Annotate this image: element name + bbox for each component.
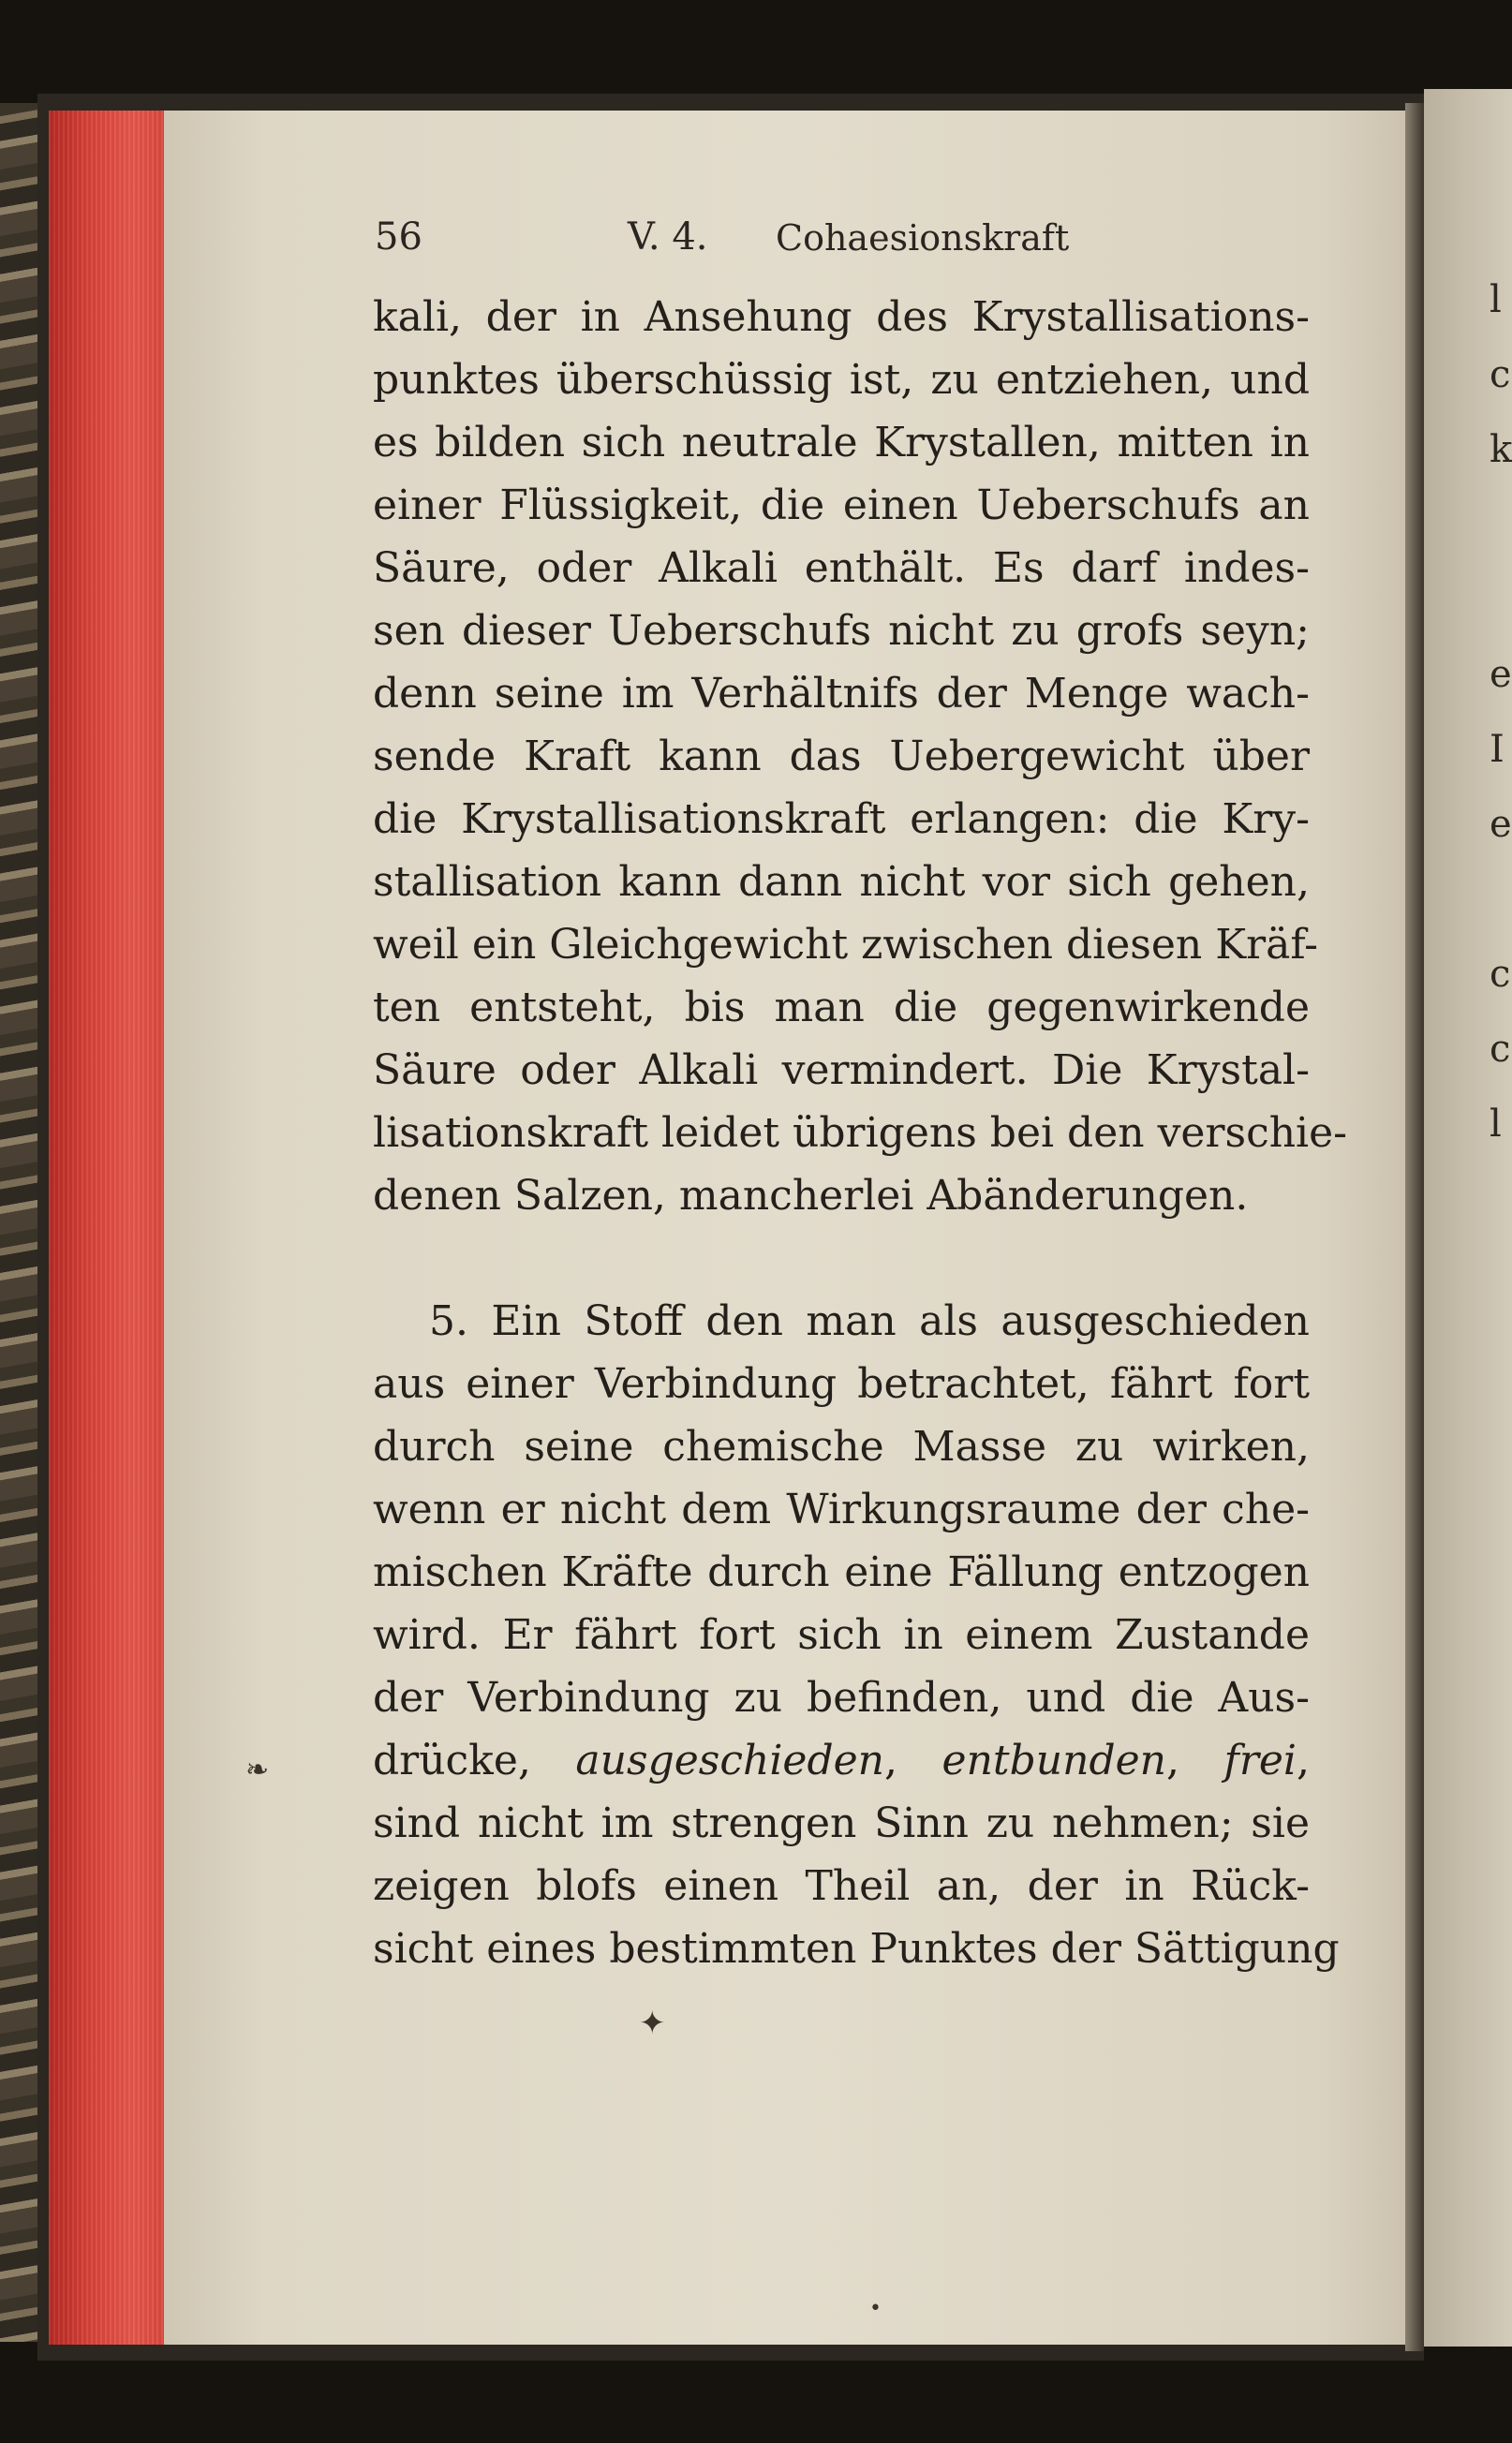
text-line: zeigen blofs einen Theil an, der in Rück- [373,1862,1310,1910]
text-line: Säure oder Alkali vermindert. Die Krystal- [373,1046,1310,1094]
text-line: stallisation kann dann nicht vor sich gehen, [373,858,1310,906]
text-line: mischen Kräfte durch eine Fällung entzogen [373,1548,1310,1596]
text-line: lisationskraft leidet übrigens bei den verschie- [373,1109,1348,1157]
text-line: sicht eines bestimmten Punktes der Sättigung [373,1925,1340,1973]
page-body [373,286,1348,1980]
ink-speck: ✦ [639,2005,666,2042]
text-line: punktes überschüssig ist, zu entziehen, und [373,356,1310,404]
ink-speck: • [869,2297,882,2320]
section-number: V. 4. [628,215,708,259]
italic-term: frei [1223,1737,1297,1784]
text-line: 5. Ein Stoff den man als ausgeschieden [429,1297,1310,1345]
text-line-emphasis: drücke, ausgeschieden, entbunden, frei, [373,1737,1310,1784]
facing-page-text: l c k e I e c c l [1490,278,1512,1146]
text-line: weil ein Gleichgewicht zwischen diesen Kräf- [373,921,1318,969]
text-line: der Verbindung zu befinden, und die Aus- [373,1674,1310,1722]
chapter-title: Cohaesionskraft [776,217,1070,259]
page-number: 56 [375,215,422,259]
text-line: Säure, oder Alkali enthält. Es darf indes- [373,544,1310,592]
text-line: sende Kraft kann das Uebergewicht über [373,733,1310,780]
text-line: wenn er nicht dem Wirkungsraume der che- [373,1486,1310,1533]
italic-term: entbunden [941,1737,1166,1784]
text-line: die Krystallisationskraft erlangen: die Kry- [373,795,1310,843]
text-line: kali, der in Ansehung des Krystallisations- [373,293,1310,341]
text-line: durch seine chemische Masse zu wirken, [373,1423,1310,1471]
text-line: denen Salzen, mancherlei Abänderungen. [373,1172,1249,1220]
text-line: einer Flüssigkeit, die einen Ueberschufs an [373,481,1310,529]
text-line: sen dieser Ueberschufs nicht zu grofs seyn; [373,607,1310,655]
margin-mark: ❧ [245,1754,270,1786]
book-gutter [1405,103,1424,2351]
text-line: denn seine im Verhältnifs der Menge wach- [373,670,1310,718]
text-line: wird. Er fährt fort sich in einem Zustande [373,1611,1310,1659]
text-line: ten entsteht, bis man die gegenwirkende [373,984,1310,1031]
text-line: aus einer Verbindung betrachtet, fährt fort [373,1360,1310,1408]
text-line: es bilden sich neutrale Krystallen, mitten in [373,419,1310,466]
text-line: sind nicht im strengen Sinn zu nehmen; sie [373,1799,1310,1847]
italic-term: ausgeschieden [575,1737,884,1784]
running-head [375,215,1070,272]
